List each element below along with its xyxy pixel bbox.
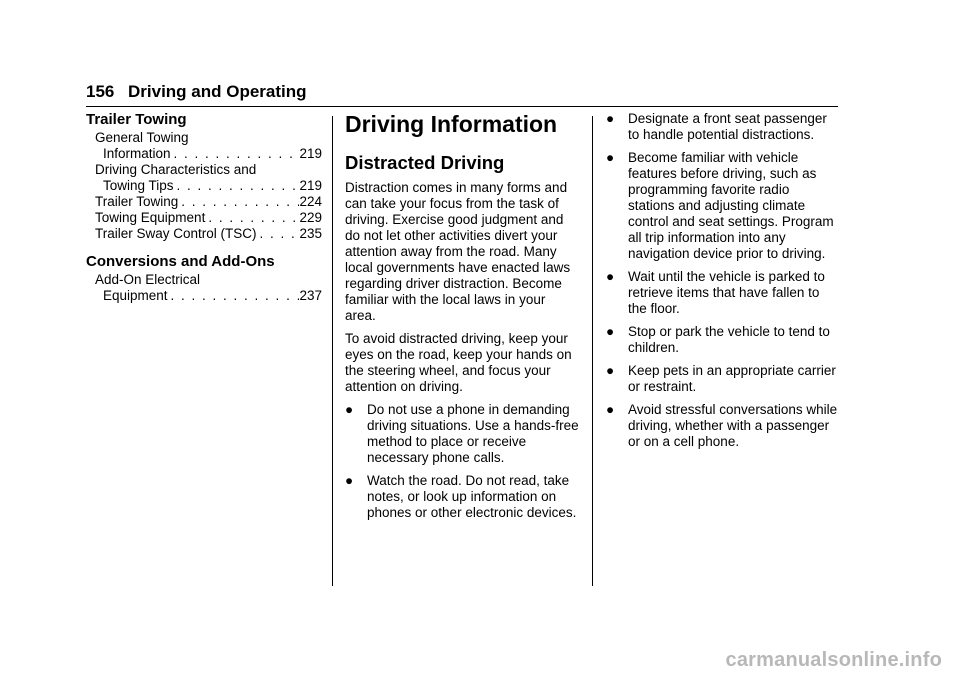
watermark: carmanualsonline.info	[725, 649, 942, 671]
toc-entry-line1: Trailer Towing	[95, 194, 179, 209]
subsection-title: Distracted Driving	[345, 152, 505, 173]
toc-entry-line1: General Towing	[95, 130, 189, 145]
bullet-icon: ●	[345, 402, 354, 417]
toc-page-number: 219	[299, 178, 322, 193]
toc-entry-line2: Towing Tips	[103, 178, 174, 193]
bullet-icon: ●	[606, 402, 615, 417]
bullet-icon: ●	[606, 150, 615, 165]
toc-entry-line2: Equipment	[103, 288, 168, 303]
toc-page-number: 224	[299, 194, 322, 209]
toc-entry-driving-characteristics[interactable]	[86, 162, 322, 194]
list-item	[606, 324, 838, 356]
toc-entry-general-towing[interactable]	[86, 130, 322, 162]
list-item	[606, 269, 838, 317]
list-item	[606, 363, 838, 395]
list-item	[606, 402, 838, 450]
toc-entry-line2: Information	[103, 146, 171, 161]
toc-entry-line1: Towing Equipment	[95, 210, 206, 225]
toc-heading-trailer-towing: Trailer Towing	[86, 111, 187, 128]
chapter-title: Driving and Operating	[128, 82, 307, 101]
toc-heading-conversions: Conversions and Add-Ons	[86, 253, 275, 270]
toc-page-number: 219	[299, 146, 322, 161]
list-item-text: Wait until the vehicle is parked to retrieve items that have fallen to the floor.	[628, 269, 825, 316]
paragraph: To avoid distracted driving, keep your eyes on the road, keep your hands on the steering wheel, and focus your attention on driving.	[345, 331, 572, 394]
list-item	[606, 111, 838, 143]
list-item-text: Become familiar with vehicle features before driving, such as programming favorite radio stations and adjusting climate control and seat settings. Program all trip information into any navigation device prior to driving.	[628, 150, 834, 261]
toc-entry-add-on-electrical[interactable]	[86, 272, 322, 304]
toc-entry-line1: Add-On Electrical	[95, 272, 201, 287]
page-number: 156	[86, 82, 115, 101]
page-header	[86, 82, 838, 107]
list-item-text: Watch the road. Do not read, take notes, or look up information on phones or other electronic devices.	[367, 473, 577, 520]
list-item-text: Designate a front seat passenger to handle potential distractions.	[628, 111, 827, 142]
bullet-icon: ●	[606, 324, 615, 339]
list-item	[606, 150, 838, 262]
bullet-icon: ●	[606, 111, 615, 126]
toc-entry-line1: Trailer Sway Control (TSC)	[95, 226, 257, 241]
list-item-text: Do not use a phone in demanding driving situations. Use a hands-free method to place or receive necessary phone calls.	[367, 402, 579, 465]
toc-page-number: 235	[299, 226, 322, 241]
toc-entry-line1: Driving Characteristics and	[95, 162, 257, 177]
content-column-1	[345, 110, 579, 528]
list-item	[345, 402, 579, 466]
bullet-icon: ●	[606, 363, 615, 378]
bullet-icon: ●	[345, 473, 354, 488]
toc-entry-towing-equipment[interactable]	[86, 210, 322, 226]
bullet-icon: ●	[606, 269, 615, 284]
column-divider	[592, 116, 593, 586]
toc-entry-trailer-towing[interactable]	[86, 194, 322, 210]
list-item-text: Stop or park the vehicle to tend to children.	[628, 324, 830, 355]
list-item-text: Avoid stressful conversations while driving, whether with a passenger or on a cell phone.	[628, 402, 838, 449]
toc-entry-trailer-sway-control[interactable]	[86, 226, 322, 242]
section-title: Driving Information	[345, 111, 558, 137]
toc-page-number: 229	[299, 210, 322, 225]
column-divider	[332, 116, 333, 586]
toc-column	[86, 110, 322, 304]
content-column-2	[606, 110, 838, 457]
paragraph: Distraction comes in many forms and can take your focus from the task of driving. Exercise good judgment and do not let other activities divert your attention away from the road. Many local governments have enacted laws regarding driver distraction. Become familiar with the local laws in your area.	[345, 180, 571, 323]
list-item-text: Keep pets in an appropriate carrier or restraint.	[628, 363, 836, 394]
list-item	[345, 473, 579, 521]
toc-page-number: 237	[299, 288, 322, 303]
